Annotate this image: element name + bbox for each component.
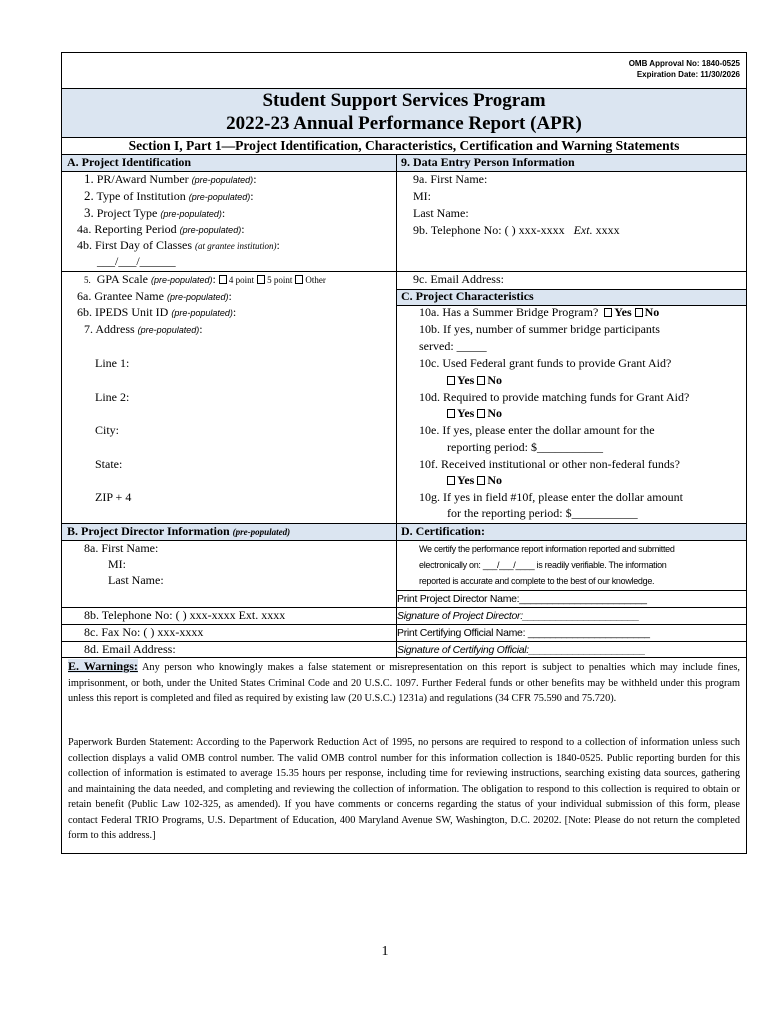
section-a-header: A. Project Identification (67, 155, 192, 169)
director-fax: 8c. Fax No: ( ) xxx-xxxx (84, 625, 204, 639)
ipeds-field: 6b. IPEDS Unit ID (pre-populated): (77, 305, 237, 319)
q10f: 10f. Received institutional or other non-federal funds? (419, 457, 680, 471)
section-d-header: D. Certification: (401, 524, 485, 538)
reporting-period-field: 4a. Reporting Period (pre-populated): (77, 222, 245, 236)
data-entry-telephone: 9b. Telephone No: ( ) xxx-xxxx Ext. xxxx (413, 223, 620, 237)
director-telephone: 8b. Telephone No: ( ) xxx-xxxx Ext. xxxx (84, 608, 286, 622)
checkbox-icon (604, 308, 612, 317)
q10a-yes[interactable]: Yes (604, 305, 631, 319)
q10d-no[interactable]: No (477, 406, 502, 420)
apr-form (61, 52, 747, 854)
q10f-options (447, 473, 502, 488)
q10c-no[interactable]: No (477, 373, 502, 387)
grantee-name-field: 6a. Grantee Name (pre-populated): (77, 289, 232, 303)
burden-statement: Paperwork Burden Statement: According to the Paperwork Reduction Act of 1995, no persons are required to respond to a collection of information unless such collection displays a valid OMB control number. The valid OMB control number for this information collection is 1840-0525. Public reporting burden for this collection of information is estimated to average 15.35 hours per response, including time for reviewing instructions, searching existing data sources, gathering and maintaining the data needed, and completing and reviewing the collection of information. The obligation to respond to this collection is required to obtain or retain benefit (Public Law 102-325, as amended). If you have comments or concerns regarding the status of your individual submission of this form, please contact Federal TRIO Programs, U.S. Department of Education, 400 Maryland Avenue SW, Washington, D.C. 20202. [Note: Please do not return the completed form to this address.] (68, 737, 740, 841)
q10e-line1: 10e. If yes, please enter the dollar amount for the (419, 423, 655, 437)
omb-approval: OMB Approval No: 1840-0525 (628, 59, 740, 68)
signature-director[interactable]: Signature of Project Director:_____________________ (397, 610, 640, 622)
checkbox-icon (477, 409, 485, 418)
print-director-name[interactable]: Print Project Director Name:_______________________ (397, 593, 647, 605)
checkbox-icon (257, 275, 265, 284)
zip-label: ZIP + 4 (95, 490, 132, 504)
project-type-field: 3. Project Type (pre-populated): (84, 205, 226, 220)
checkbox-icon (447, 476, 455, 485)
warnings-label: E. Warnings: (68, 659, 138, 673)
q10b-line2[interactable]: served: _____ (419, 339, 487, 353)
director-first-name: 8a. First Name: (84, 541, 159, 555)
section-c-header: C. Project Characteristics (401, 289, 534, 303)
first-day-field: 4b. First Day of Classes (at grantee institution): (77, 238, 280, 252)
omb-expiration: Expiration Date: 11/30/2026 (636, 70, 740, 79)
address-line2-label: Line 2: (95, 390, 130, 404)
q10d-yes[interactable]: Yes (447, 406, 474, 420)
q10a-no[interactable]: No (635, 305, 660, 319)
city-label: City: (95, 423, 120, 437)
title-line2: 2022-23 Annual Performance Report (APR) (226, 113, 582, 134)
section-9-header: 9. Data Entry Person Information (401, 155, 575, 169)
checkbox-icon (635, 308, 643, 317)
warnings-text: Any person who knowingly makes a false statement or misrepresentation on this report is subject to penalties which may include fines, imprisonment, or both, under the United States Criminal Code and 20 U.S.C. 1097. Further Federal funds or other benefits may be withheld under this program unless this report is completed and filed as required by existing law (20 U.S.C.) 1231a) and regulations (34 CFR 75.590 and 75.720). (68, 662, 740, 704)
cert-line2: electronically on: ___/___/____ is readily verifiable. The information (419, 560, 667, 570)
q10e-line2[interactable]: reporting period: $___________ (447, 440, 603, 454)
q10b-line1: 10b. If yes, number of summer bridge participants (419, 322, 660, 336)
checkbox-icon (477, 476, 485, 485)
q10f-no[interactable]: No (477, 473, 502, 487)
q10d-options (447, 406, 502, 421)
pr-award-field: 1. PR/Award Number (pre-populated): (84, 171, 257, 186)
data-entry-last-name: Last Name: (413, 206, 469, 220)
gpa-scale-field: 5. GPA Scale (pre-populated): 4 point 5 point Other (84, 272, 326, 286)
page-number: 1 (381, 944, 389, 959)
cert-line3: reported is accurate and complete to the best of our knowledge. (419, 576, 655, 586)
q10a: 10a. Has a Summer Bridge Program? Yes No (419, 305, 660, 319)
state-label: State: (95, 457, 123, 471)
address-field: 7. Address (pre-populated): (84, 322, 203, 336)
checkbox-icon (447, 409, 455, 418)
data-entry-email: 9c. Email Address: (413, 272, 504, 286)
institution-type-field: 2. Type of Institution (pre-populated): (84, 188, 254, 203)
divider (62, 88, 746, 89)
first-day-blank[interactable]: ___/___/______ (97, 254, 176, 268)
q10g-line1: 10g. If yes in field #10f, please enter the dollar amount (419, 490, 683, 504)
checkbox-icon (295, 275, 303, 284)
q10c-options (447, 373, 502, 388)
section-b-header: B. Project Director Information (pre-populated) (67, 524, 291, 538)
q10c-yes[interactable]: Yes (447, 373, 474, 387)
q10f-yes[interactable]: Yes (447, 473, 474, 487)
signature-official[interactable]: Signature of Certifying Official:_____________________ (397, 644, 646, 656)
gpa-option-4[interactable]: 4 point (219, 275, 254, 285)
column-divider (396, 154, 397, 657)
warnings-paragraph (68, 659, 740, 707)
q10d: 10d. Required to provide matching funds for Grant Aid? (419, 390, 690, 404)
q10g-line2[interactable]: for the reporting period: $___________ (447, 506, 638, 520)
section-header: Section I, Part 1—Project Identification, Characteristics, Certification and Warning Statements (128, 138, 680, 153)
q10c: 10c. Used Federal grant funds to provide Grant Aid? (419, 356, 672, 370)
cert-line1: We certify the performance report information reported and submitted (419, 544, 675, 554)
address-line1-label: Line 1: (95, 356, 130, 370)
checkbox-icon (219, 275, 227, 284)
director-mi: MI: (108, 557, 126, 571)
gpa-option-5[interactable]: 5 point (257, 275, 292, 285)
director-email: 8d. Email Address: (84, 642, 176, 656)
data-entry-first-name: 9a. First Name: (413, 172, 488, 186)
title-line1: Student Support Services Program (262, 90, 546, 111)
director-last-name: Last Name: (108, 573, 164, 587)
print-official-name[interactable]: Print Certifying Official Name: ______________________ (397, 627, 650, 639)
checkbox-icon (477, 376, 485, 385)
data-entry-mi: MI: (413, 189, 431, 203)
checkbox-icon (447, 376, 455, 385)
gpa-option-other[interactable]: Other (295, 275, 326, 285)
